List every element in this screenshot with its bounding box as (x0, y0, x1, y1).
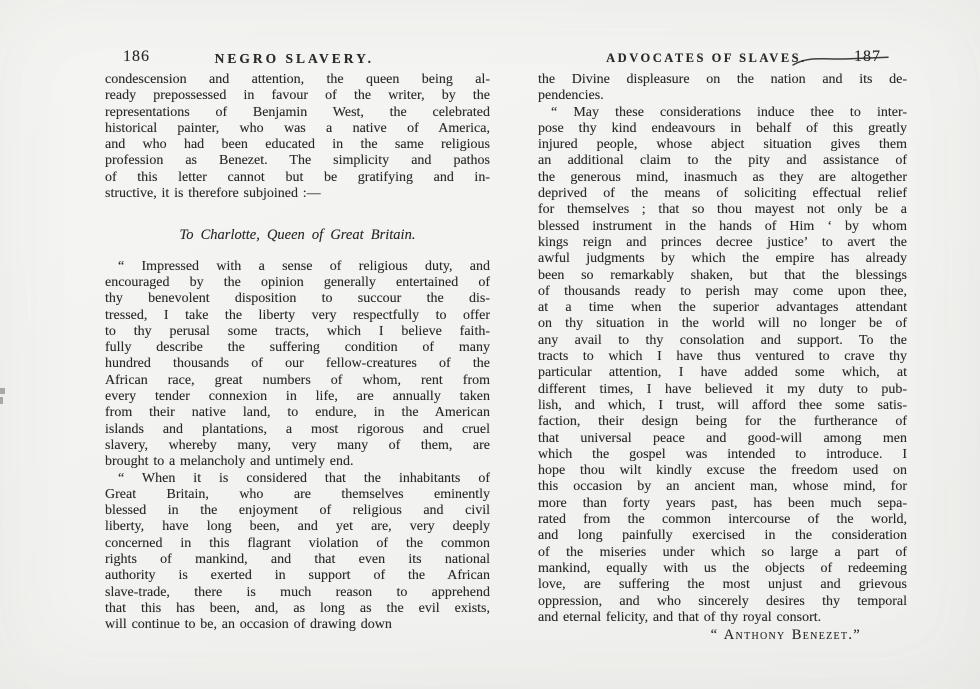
text-line: islands and plantations, a most rigorous and cruel (105, 421, 490, 437)
text-line: “ Impressed with a sense of religious duty, and (118, 258, 490, 274)
text-line: thy benevolent disposition to succour the dis- (105, 291, 490, 307)
text-line: this occasion by an ancient man, whose mind, for (538, 479, 907, 495)
right-page-header (538, 48, 907, 69)
text-line: authority is exerted in support of the African (105, 568, 490, 584)
scan-edge-artifact (0, 397, 3, 404)
strikethrough-mark (792, 52, 890, 68)
text-line: awful judgments by which the empire has already (538, 251, 907, 267)
text-line: mankind, equally with us the objects of redeeming (538, 560, 907, 576)
left-page-number: 186 (123, 48, 150, 65)
paragraph (538, 72, 907, 105)
text-line: love, are suffering the most unjust and grievous (538, 577, 907, 593)
text-line: historical painter, who was a native of America, (105, 120, 490, 136)
signature: “ Anthony Benezet.” (710, 627, 861, 644)
text-line: fully describe the suffering condition of many (105, 340, 490, 356)
text-line: the Divine displeasure on the nation and its de- (538, 72, 907, 87)
left-page-header (105, 48, 490, 69)
text-line: condescension and attention, the queen being al- (105, 72, 490, 87)
text-line: kings reign and princes decree justice’ to avert the (538, 234, 907, 250)
text-line: slavery, whereby many, very many of them, are (105, 437, 490, 453)
paragraph (105, 259, 490, 471)
text-line: oppression, and who sincerely desires thy temporal (538, 593, 907, 609)
text-line: tracts to which I have thus ventured to crave thy (538, 349, 907, 365)
text-line: liberty, have long been, and yet are, very deeply (105, 519, 490, 535)
text-line: been so remarkably shaken, but that the blessings (538, 267, 907, 283)
letter-heading: To Charlotte, Queen of Great Britain. (179, 227, 416, 244)
text-line: of the miseries under which so large a part of (538, 544, 907, 560)
right-running-head: ADVOCATES OF SLAVES. (606, 51, 807, 65)
text-line: hope thou wilt kindly excuse the freedom used on (538, 463, 907, 479)
text-line: lish, and which, I trust, will afford thee some satis- (538, 397, 907, 413)
text-line: ready prepossessed in favour of the writer, by the (105, 88, 490, 104)
text-line: hundred thousands of our fellow-creatures of the (105, 356, 490, 372)
text-line: to thy perusal some tracts, which I believe faith- (105, 323, 490, 339)
text-line: deprived of the means of soliciting effectual relief (538, 186, 907, 202)
text-line: that this has been, and, as long as the evil exists, (105, 600, 490, 616)
text-line: the generous mind, inasmuch as they are altogether (538, 169, 907, 185)
text-line: and who had been educated in the same religious (105, 137, 490, 153)
text-line: blessed instrument in the hands of Him ‘ by whom (538, 218, 907, 234)
text-line: every tender connexion in life, are annually taken (105, 389, 490, 405)
scan-edge-artifact (0, 388, 5, 394)
left-running-head: NEGRO SLAVERY. (214, 51, 374, 66)
text-line: tressed, I take the liberty very respectfully to offer (105, 307, 490, 323)
text-line: particular attention, I have added some which, at (538, 365, 907, 381)
text-line: Great Britain, who are themselves eminently (105, 486, 490, 502)
paragraph (105, 72, 490, 202)
text-line: slave-trade, there is much reason to apprehend (105, 584, 490, 600)
text-line: will continue to be, an occasion of drawing down (105, 617, 392, 633)
text-line: any avail to thy consolation and support. To the (538, 332, 907, 348)
left-page-body (105, 72, 490, 634)
right-page-number: 187 (854, 48, 881, 65)
text-line: rights of mankind, and that even its national (105, 552, 490, 568)
text-line: from their native land, to endure, in the American (105, 405, 490, 421)
text-line: encouraged by the opinion generally entertained of (105, 274, 490, 290)
text-line: rated from the common intercourse of the world, (538, 512, 907, 528)
text-line: structive, it is therefore subjoined :— (105, 186, 321, 202)
right-page-body (538, 72, 907, 643)
text-line: pose thy kind endeavours in behalf of this greatly (538, 120, 907, 136)
text-line: “ May these considerations induce thee to inter- (551, 104, 907, 120)
text-line: blessed in the enjoyment of religious and civil (105, 503, 490, 519)
text-line: pendencies. (538, 88, 604, 104)
text-line: and eternal felicity, and that of thy royal consort. (538, 609, 822, 625)
paragraph (538, 105, 907, 627)
text-line: of this letter cannot but be gratifying and in- (105, 169, 490, 185)
text-line: on thy situation in the world will no longer be of (538, 316, 907, 332)
text-line: concerned in this flagrant violation of the common (105, 535, 490, 551)
text-line: more than forty years past, has been much sepa- (538, 495, 907, 511)
text-line: and long painfully exercised in the consideration (538, 528, 907, 544)
text-line: an additional claim to the pity and assistance of (538, 153, 907, 169)
text-line: profession as Benezet. The simplicity and pathos (105, 153, 490, 169)
text-line: faction, their design being for the furtherance of (538, 414, 907, 430)
right-page (538, 48, 907, 643)
paragraph (105, 471, 490, 634)
text-line: African race, great numbers of whom, rent from (105, 372, 490, 388)
right-page-number-wrap (854, 48, 881, 66)
text-line: representations of Benjamin West, the celebrated (105, 104, 490, 120)
text-line: “ When it is considered that the inhabitants of (118, 470, 490, 486)
text-line: of thousands ready to perish may come upon thee, (538, 283, 907, 299)
text-line: different times, I have believed it my duty to pub- (538, 381, 907, 397)
text-line: which the gospel was intended to introduce. I (538, 446, 907, 462)
text-line: at a time when the superior advantages attendant (538, 300, 907, 316)
text-line: for themselves ; that so thou mayest not only be a (538, 202, 907, 218)
left-page (105, 48, 490, 634)
text-line: brought to a melancholy and untimely end. (105, 454, 354, 470)
text-line: injured people, whose abject situation gives them (538, 137, 907, 153)
text-line: that universal peace and good-will among men (538, 430, 907, 446)
